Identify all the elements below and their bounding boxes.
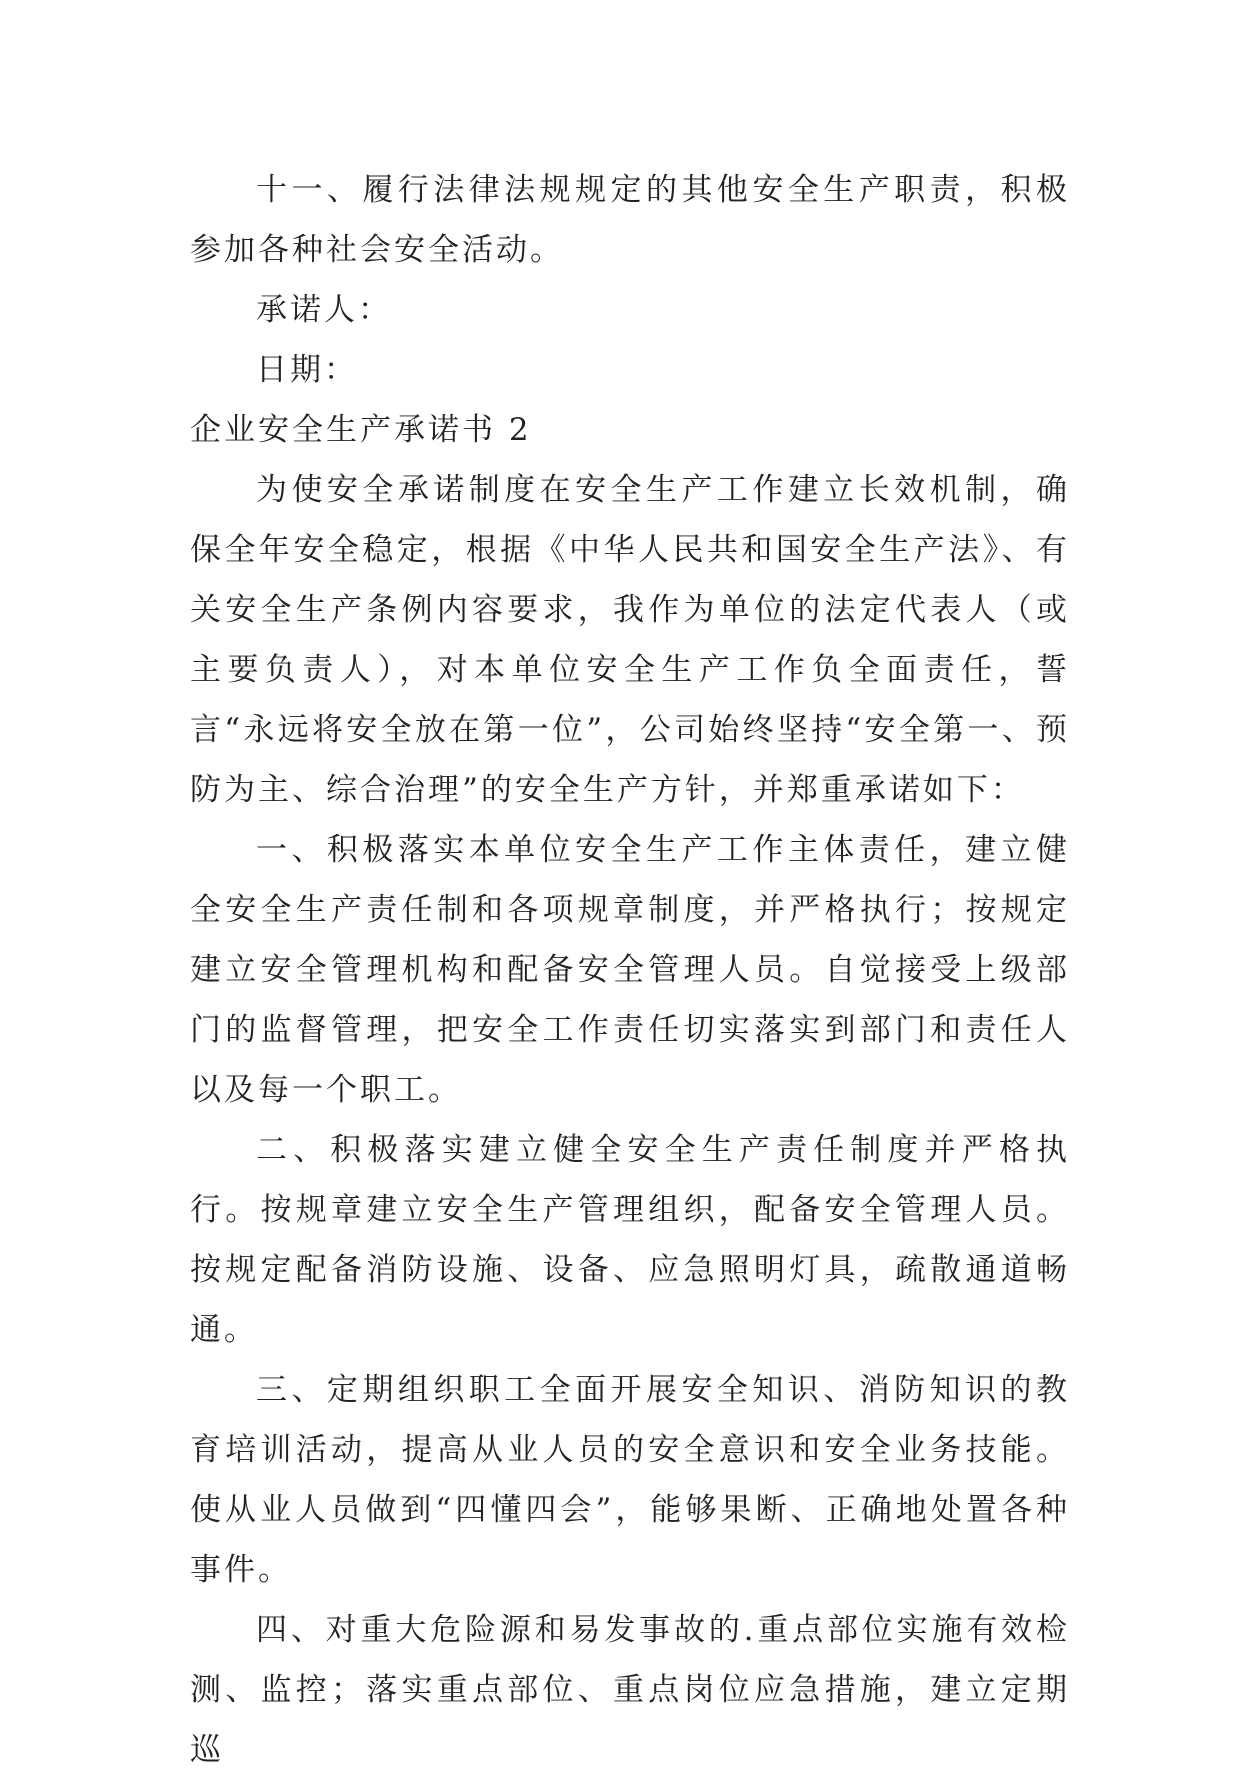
paragraph-item-1: 一、积极落实本单位安全生产工作主体责任，建立健全安全生产责任制和各项规章制度，并严格执行；按规定建立安全管理机构和配备安全管理人员。自觉接受上级部门的监督管理，把安全工作责任切实落实到部门和责任人以及每一个职工。 <box>190 832 1070 1108</box>
promisor-label: 承诺人： <box>256 292 392 328</box>
date-label: 日期： <box>256 352 358 388</box>
intro-paragraph: 为使安全承诺制度在安全生产工作建立长效机制，确保全年安全稳定，根据《中华人民共和国安全生产法》、有关安全生产条例内容要求，我作为单位的法定代表人（或主要负责人），对本单位安全生产工作负全面责任，誓言“永远将安全放在第一位”，公司始终坚持“安全第一、预防为主、综合治理”的安全生产方针，并郑重承诺如下： <box>190 472 1070 808</box>
section-title: 企业安全生产承诺书 2 <box>190 412 532 448</box>
paragraph-item-4: 四、对重大危险源和易发事故的.重点部位实施有效检测、监控；落实重点部位、重点岗位应急措施，建立定期巡 <box>190 1612 1070 1768</box>
paragraph-item-3: 三、定期组织职工全面开展安全知识、消防知识的教育培训活动，提高从业人员的安全意识和安全业务技能。使从业人员做到“四懂四会”，能够果断、正确地处置各种事件。 <box>190 1372 1070 1588</box>
paragraph-item-11: 十一、履行法律法规规定的其他安全生产职责，积极参加各种社会安全活动。 <box>190 172 1070 268</box>
paragraph-item-2: 二、积极落实建立健全安全生产责任制度并严格执行。按规章建立安全生产管理组织，配备安全管理人员。按规定配备消防设施、设备、应急照明灯具，疏散通道畅通。 <box>190 1132 1070 1348</box>
document-content <box>190 160 1070 1780</box>
